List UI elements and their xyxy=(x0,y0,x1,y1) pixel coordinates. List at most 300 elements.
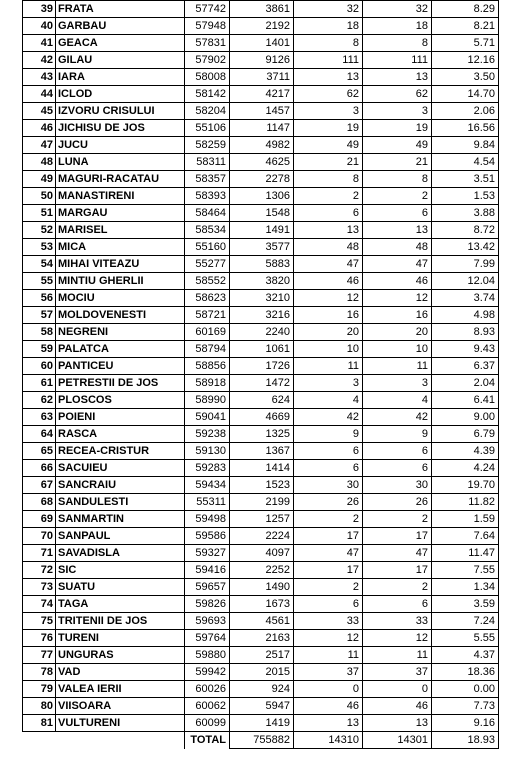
cell-locality-name: LUNA xyxy=(56,154,185,171)
cell-locality-code: 59416 xyxy=(185,562,230,579)
cell-locality-name: GILAU xyxy=(56,52,185,69)
cell-value-a: 17 xyxy=(294,562,363,579)
cell-locality-name: MARGAU xyxy=(56,205,185,222)
cell-row-number: 73 xyxy=(23,579,56,596)
cell-locality-code: 59283 xyxy=(185,460,230,477)
cell-population: 4669 xyxy=(230,409,294,426)
cell-locality-code: 59764 xyxy=(185,630,230,647)
table-row xyxy=(23,494,499,511)
cell-population: 2199 xyxy=(230,494,294,511)
cell-population: 2517 xyxy=(230,647,294,664)
cell-locality-code: 59130 xyxy=(185,443,230,460)
total-row xyxy=(23,732,499,749)
cell-rate: 8.72 xyxy=(432,222,499,239)
cell-locality-code: 57831 xyxy=(185,35,230,52)
cell-value-a: 111 xyxy=(294,52,363,69)
cell-locality-code: 58990 xyxy=(185,392,230,409)
cell-locality-code: 57742 xyxy=(185,1,230,18)
cell-population: 1325 xyxy=(230,426,294,443)
table-row xyxy=(23,137,499,154)
cell-population: 1419 xyxy=(230,715,294,732)
cell-locality-code: 58534 xyxy=(185,222,230,239)
cell-locality-name: GEACA xyxy=(56,35,185,52)
cell-value-b: 111 xyxy=(363,52,432,69)
cell-locality-code: 55160 xyxy=(185,239,230,256)
total-population: 755882 xyxy=(230,732,294,749)
cell-value-a: 6 xyxy=(294,443,363,460)
cell-locality-code: 59434 xyxy=(185,477,230,494)
cell-value-a: 11 xyxy=(294,358,363,375)
cell-value-a: 8 xyxy=(294,35,363,52)
cell-locality-code: 58918 xyxy=(185,375,230,392)
cell-value-b: 10 xyxy=(363,341,432,358)
cell-value-b: 6 xyxy=(363,205,432,222)
cell-value-b: 2 xyxy=(363,511,432,528)
cell-value-b: 48 xyxy=(363,239,432,256)
cell-population: 3711 xyxy=(230,69,294,86)
cell-value-a: 13 xyxy=(294,69,363,86)
cell-value-b: 33 xyxy=(363,613,432,630)
cell-value-b: 11 xyxy=(363,647,432,664)
cell-value-b: 2 xyxy=(363,188,432,205)
cell-locality-code: 55311 xyxy=(185,494,230,511)
cell-locality-name: SANCRAIU xyxy=(56,477,185,494)
cell-value-a: 3 xyxy=(294,375,363,392)
cell-value-a: 12 xyxy=(294,630,363,647)
cell-value-b: 6 xyxy=(363,596,432,613)
cell-value-a: 6 xyxy=(294,596,363,613)
cell-population: 1490 xyxy=(230,579,294,596)
table-row xyxy=(23,307,499,324)
cell-locality-name: PALATCA xyxy=(56,341,185,358)
cell-rate: 7.99 xyxy=(432,256,499,273)
cell-value-a: 6 xyxy=(294,205,363,222)
cell-value-b: 17 xyxy=(363,528,432,545)
table-row xyxy=(23,239,499,256)
cell-locality-code: 58552 xyxy=(185,273,230,290)
cell-row-number: 78 xyxy=(23,664,56,681)
total-value-a: 14310 xyxy=(294,732,363,749)
cell-value-a: 2 xyxy=(294,511,363,528)
cell-row-number: 51 xyxy=(23,205,56,222)
cell-population: 1367 xyxy=(230,443,294,460)
cell-locality-code: 58204 xyxy=(185,103,230,120)
table-row xyxy=(23,664,499,681)
cell-locality-code: 59041 xyxy=(185,409,230,426)
cell-locality-code: 55106 xyxy=(185,120,230,137)
cell-rate: 1.59 xyxy=(432,511,499,528)
cell-row-number: 42 xyxy=(23,52,56,69)
cell-value-a: 0 xyxy=(294,681,363,698)
cell-row-number: 41 xyxy=(23,35,56,52)
cell-rate: 1.53 xyxy=(432,188,499,205)
cell-value-a: 19 xyxy=(294,120,363,137)
table-row xyxy=(23,698,499,715)
cell-value-a: 12 xyxy=(294,290,363,307)
cell-locality-name: VIISOARA xyxy=(56,698,185,715)
cell-population: 1673 xyxy=(230,596,294,613)
cell-locality-code: 55277 xyxy=(185,256,230,273)
cell-value-a: 17 xyxy=(294,528,363,545)
cell-value-a: 11 xyxy=(294,647,363,664)
cell-locality-name: FRATA xyxy=(56,1,185,18)
cell-value-b: 9 xyxy=(363,426,432,443)
cell-rate: 6.37 xyxy=(432,358,499,375)
cell-value-a: 49 xyxy=(294,137,363,154)
cell-value-a: 21 xyxy=(294,154,363,171)
cell-population: 2163 xyxy=(230,630,294,647)
cell-population: 4097 xyxy=(230,545,294,562)
cell-row-number: 72 xyxy=(23,562,56,579)
cell-population: 1472 xyxy=(230,375,294,392)
cell-population: 5947 xyxy=(230,698,294,715)
cell-value-b: 46 xyxy=(363,698,432,715)
cell-row-number: 67 xyxy=(23,477,56,494)
cell-row-number: 69 xyxy=(23,511,56,528)
cell-row-number: 76 xyxy=(23,630,56,647)
cell-value-b: 32 xyxy=(363,1,432,18)
cell-rate: 8.93 xyxy=(432,324,499,341)
cell-row-number: 80 xyxy=(23,698,56,715)
cell-locality-code: 59586 xyxy=(185,528,230,545)
cell-value-b: 62 xyxy=(363,86,432,103)
table-row xyxy=(23,86,499,103)
cell-locality-code: 58721 xyxy=(185,307,230,324)
table-row xyxy=(23,171,499,188)
cell-locality-code: 58856 xyxy=(185,358,230,375)
cell-locality-code: 59327 xyxy=(185,545,230,562)
table-row xyxy=(23,205,499,222)
cell-locality-name: TAGA xyxy=(56,596,185,613)
cell-row-number: 47 xyxy=(23,137,56,154)
cell-population: 3820 xyxy=(230,273,294,290)
cell-rate: 8.21 xyxy=(432,18,499,35)
table-row xyxy=(23,69,499,86)
table-row xyxy=(23,52,499,69)
cell-population: 4625 xyxy=(230,154,294,171)
cell-locality-code: 59942 xyxy=(185,664,230,681)
cell-value-a: 2 xyxy=(294,579,363,596)
cell-row-number: 56 xyxy=(23,290,56,307)
table-row xyxy=(23,596,499,613)
cell-locality-name: SANDULESTI xyxy=(56,494,185,511)
cell-locality-code: 58393 xyxy=(185,188,230,205)
cell-rate: 2.04 xyxy=(432,375,499,392)
cell-value-a: 30 xyxy=(294,477,363,494)
cell-value-b: 3 xyxy=(363,103,432,120)
cell-value-b: 13 xyxy=(363,715,432,732)
cell-population: 1548 xyxy=(230,205,294,222)
table-row xyxy=(23,681,499,698)
cell-value-a: 13 xyxy=(294,715,363,732)
cell-locality-code: 59693 xyxy=(185,613,230,630)
cell-locality-name: VAD xyxy=(56,664,185,681)
cell-population: 2278 xyxy=(230,171,294,188)
cell-row-number: 58 xyxy=(23,324,56,341)
cell-locality-name: SIC xyxy=(56,562,185,579)
cell-row-number: 46 xyxy=(23,120,56,137)
cell-value-a: 9 xyxy=(294,426,363,443)
cell-value-a: 16 xyxy=(294,307,363,324)
cell-locality-code: 58794 xyxy=(185,341,230,358)
cell-rate: 3.88 xyxy=(432,205,499,222)
cell-population: 3216 xyxy=(230,307,294,324)
cell-value-a: 13 xyxy=(294,222,363,239)
cell-locality-code: 58311 xyxy=(185,154,230,171)
cell-row-number: 68 xyxy=(23,494,56,511)
table-row xyxy=(23,103,499,120)
cell-value-b: 16 xyxy=(363,307,432,324)
cell-locality-name: MARISEL xyxy=(56,222,185,239)
cell-rate: 14.70 xyxy=(432,86,499,103)
cell-row-number: 43 xyxy=(23,69,56,86)
table-row xyxy=(23,613,499,630)
cell-rate: 16.56 xyxy=(432,120,499,137)
cell-locality-name: MICA xyxy=(56,239,185,256)
cell-locality-name: PLOSCOS xyxy=(56,392,185,409)
table-row xyxy=(23,460,499,477)
cell-rate: 19.70 xyxy=(432,477,499,494)
cell-population: 1457 xyxy=(230,103,294,120)
table-row xyxy=(23,1,499,18)
table-row xyxy=(23,630,499,647)
cell-row-number: 44 xyxy=(23,86,56,103)
cell-row-number: 55 xyxy=(23,273,56,290)
cell-locality-name: ICLOD xyxy=(56,86,185,103)
cell-population: 1726 xyxy=(230,358,294,375)
cell-value-a: 48 xyxy=(294,239,363,256)
cell-value-b: 13 xyxy=(363,222,432,239)
cell-value-a: 46 xyxy=(294,273,363,290)
cell-rate: 9.43 xyxy=(432,341,499,358)
cell-locality-code: 58357 xyxy=(185,171,230,188)
table-row xyxy=(23,392,499,409)
cell-row-number: 49 xyxy=(23,171,56,188)
cell-value-b: 47 xyxy=(363,545,432,562)
cell-rate: 4.37 xyxy=(432,647,499,664)
cell-rate: 3.50 xyxy=(432,69,499,86)
cell-locality-name: UNGURAS xyxy=(56,647,185,664)
total-spacer xyxy=(23,732,185,749)
cell-locality-name: PETRESTII DE JOS xyxy=(56,375,185,392)
cell-row-number: 65 xyxy=(23,443,56,460)
table-row xyxy=(23,562,499,579)
cell-locality-code: 58464 xyxy=(185,205,230,222)
table-row xyxy=(23,154,499,171)
cell-row-number: 53 xyxy=(23,239,56,256)
cell-rate: 11.82 xyxy=(432,494,499,511)
cell-population: 4982 xyxy=(230,137,294,154)
cell-locality-name: SAVADISLA xyxy=(56,545,185,562)
cell-population: 1523 xyxy=(230,477,294,494)
cell-locality-name: NEGRENI xyxy=(56,324,185,341)
table-row xyxy=(23,256,499,273)
cell-value-a: 20 xyxy=(294,324,363,341)
cell-value-b: 42 xyxy=(363,409,432,426)
cell-rate: 4.24 xyxy=(432,460,499,477)
table-row xyxy=(23,222,499,239)
cell-locality-name: RASCA xyxy=(56,426,185,443)
cell-value-b: 3 xyxy=(363,375,432,392)
cell-row-number: 70 xyxy=(23,528,56,545)
cell-value-b: 17 xyxy=(363,562,432,579)
cell-value-a: 6 xyxy=(294,460,363,477)
table-row xyxy=(23,477,499,494)
cell-rate: 4.39 xyxy=(432,443,499,460)
cell-row-number: 74 xyxy=(23,596,56,613)
cell-row-number: 71 xyxy=(23,545,56,562)
table-row xyxy=(23,579,499,596)
cell-rate: 7.73 xyxy=(432,698,499,715)
cell-row-number: 60 xyxy=(23,358,56,375)
cell-population: 2240 xyxy=(230,324,294,341)
table-row xyxy=(23,715,499,732)
cell-row-number: 59 xyxy=(23,341,56,358)
cell-value-b: 18 xyxy=(363,18,432,35)
cell-locality-name: JICHISU DE JOS xyxy=(56,120,185,137)
cell-value-a: 8 xyxy=(294,171,363,188)
cell-locality-code: 60026 xyxy=(185,681,230,698)
table-row xyxy=(23,647,499,664)
cell-value-a: 3 xyxy=(294,103,363,120)
cell-rate: 12.16 xyxy=(432,52,499,69)
cell-rate: 6.79 xyxy=(432,426,499,443)
cell-locality-name: MOCIU xyxy=(56,290,185,307)
cell-value-a: 33 xyxy=(294,613,363,630)
table-row xyxy=(23,443,499,460)
cell-value-b: 4 xyxy=(363,392,432,409)
cell-row-number: 39 xyxy=(23,1,56,18)
table-row xyxy=(23,358,499,375)
cell-value-b: 30 xyxy=(363,477,432,494)
table-row xyxy=(23,528,499,545)
cell-locality-code: 59880 xyxy=(185,647,230,664)
cell-population: 1401 xyxy=(230,35,294,52)
cell-locality-name: RECEA-CRISTUR xyxy=(56,443,185,460)
cell-row-number: 75 xyxy=(23,613,56,630)
cell-value-a: 47 xyxy=(294,545,363,562)
cell-value-a: 42 xyxy=(294,409,363,426)
cell-population: 5883 xyxy=(230,256,294,273)
cell-value-a: 2 xyxy=(294,188,363,205)
cell-rate: 3.74 xyxy=(432,290,499,307)
table-row xyxy=(23,273,499,290)
cell-value-b: 0 xyxy=(363,681,432,698)
table-row xyxy=(23,120,499,137)
cell-locality-code: 59238 xyxy=(185,426,230,443)
cell-row-number: 62 xyxy=(23,392,56,409)
cell-value-b: 8 xyxy=(363,171,432,188)
cell-locality-code: 60169 xyxy=(185,324,230,341)
cell-locality-name: IZVORU CRISULUI xyxy=(56,103,185,120)
cell-rate: 4.98 xyxy=(432,307,499,324)
cell-population: 3861 xyxy=(230,1,294,18)
cell-locality-name: SANMARTIN xyxy=(56,511,185,528)
cell-locality-name: SANPAUL xyxy=(56,528,185,545)
cell-rate: 3.51 xyxy=(432,171,499,188)
cell-row-number: 54 xyxy=(23,256,56,273)
cell-population: 3210 xyxy=(230,290,294,307)
cell-population: 3577 xyxy=(230,239,294,256)
cell-value-a: 10 xyxy=(294,341,363,358)
cell-value-a: 62 xyxy=(294,86,363,103)
cell-value-a: 32 xyxy=(294,1,363,18)
cell-value-b: 6 xyxy=(363,443,432,460)
cell-value-b: 13 xyxy=(363,69,432,86)
table-row xyxy=(23,188,499,205)
cell-locality-name: SUATU xyxy=(56,579,185,596)
cell-rate: 1.34 xyxy=(432,579,499,596)
cell-population: 2015 xyxy=(230,664,294,681)
cell-rate: 13.42 xyxy=(432,239,499,256)
cell-value-b: 37 xyxy=(363,664,432,681)
cell-row-number: 61 xyxy=(23,375,56,392)
cell-population: 1414 xyxy=(230,460,294,477)
cell-value-b: 6 xyxy=(363,460,432,477)
cell-rate: 7.64 xyxy=(432,528,499,545)
cell-rate: 18.36 xyxy=(432,664,499,681)
cell-locality-code: 60099 xyxy=(185,715,230,732)
cell-value-b: 12 xyxy=(363,290,432,307)
cell-locality-code: 57902 xyxy=(185,52,230,69)
cell-locality-name: SACUIEU xyxy=(56,460,185,477)
cell-population: 924 xyxy=(230,681,294,698)
cell-locality-code: 59498 xyxy=(185,511,230,528)
cell-value-a: 47 xyxy=(294,256,363,273)
cell-row-number: 64 xyxy=(23,426,56,443)
cell-value-a: 18 xyxy=(294,18,363,35)
cell-rate: 7.55 xyxy=(432,562,499,579)
table-row xyxy=(23,375,499,392)
cell-value-b: 26 xyxy=(363,494,432,511)
cell-locality-code: 59657 xyxy=(185,579,230,596)
cell-value-b: 47 xyxy=(363,256,432,273)
cell-rate: 2.06 xyxy=(432,103,499,120)
cell-population: 2224 xyxy=(230,528,294,545)
cell-rate: 7.24 xyxy=(432,613,499,630)
cell-locality-code: 58623 xyxy=(185,290,230,307)
cell-locality-name: MAGURI-RACATAU xyxy=(56,171,185,188)
cell-rate: 5.55 xyxy=(432,630,499,647)
table-row xyxy=(23,35,499,52)
cell-population: 1491 xyxy=(230,222,294,239)
cell-locality-code: 58259 xyxy=(185,137,230,154)
cell-locality-name: MANASTIRENI xyxy=(56,188,185,205)
cell-locality-name: VULTURENI xyxy=(56,715,185,732)
table-row xyxy=(23,341,499,358)
cell-value-b: 46 xyxy=(363,273,432,290)
cell-locality-code: 57948 xyxy=(185,18,230,35)
cell-locality-name: MOLDOVENESTI xyxy=(56,307,185,324)
cell-row-number: 79 xyxy=(23,681,56,698)
cell-value-a: 4 xyxy=(294,392,363,409)
cell-population: 9126 xyxy=(230,52,294,69)
cell-rate: 4.54 xyxy=(432,154,499,171)
cell-population: 4561 xyxy=(230,613,294,630)
cell-locality-name: PANTICEU xyxy=(56,358,185,375)
cell-rate: 9.16 xyxy=(432,715,499,732)
table-row xyxy=(23,18,499,35)
cell-row-number: 57 xyxy=(23,307,56,324)
cell-population: 1306 xyxy=(230,188,294,205)
cell-row-number: 40 xyxy=(23,18,56,35)
cell-locality-name: IARA xyxy=(56,69,185,86)
cell-rate: 8.29 xyxy=(432,1,499,18)
cell-population: 2252 xyxy=(230,562,294,579)
cell-locality-name: POIENI xyxy=(56,409,185,426)
cell-value-b: 19 xyxy=(363,120,432,137)
cell-population: 1257 xyxy=(230,511,294,528)
